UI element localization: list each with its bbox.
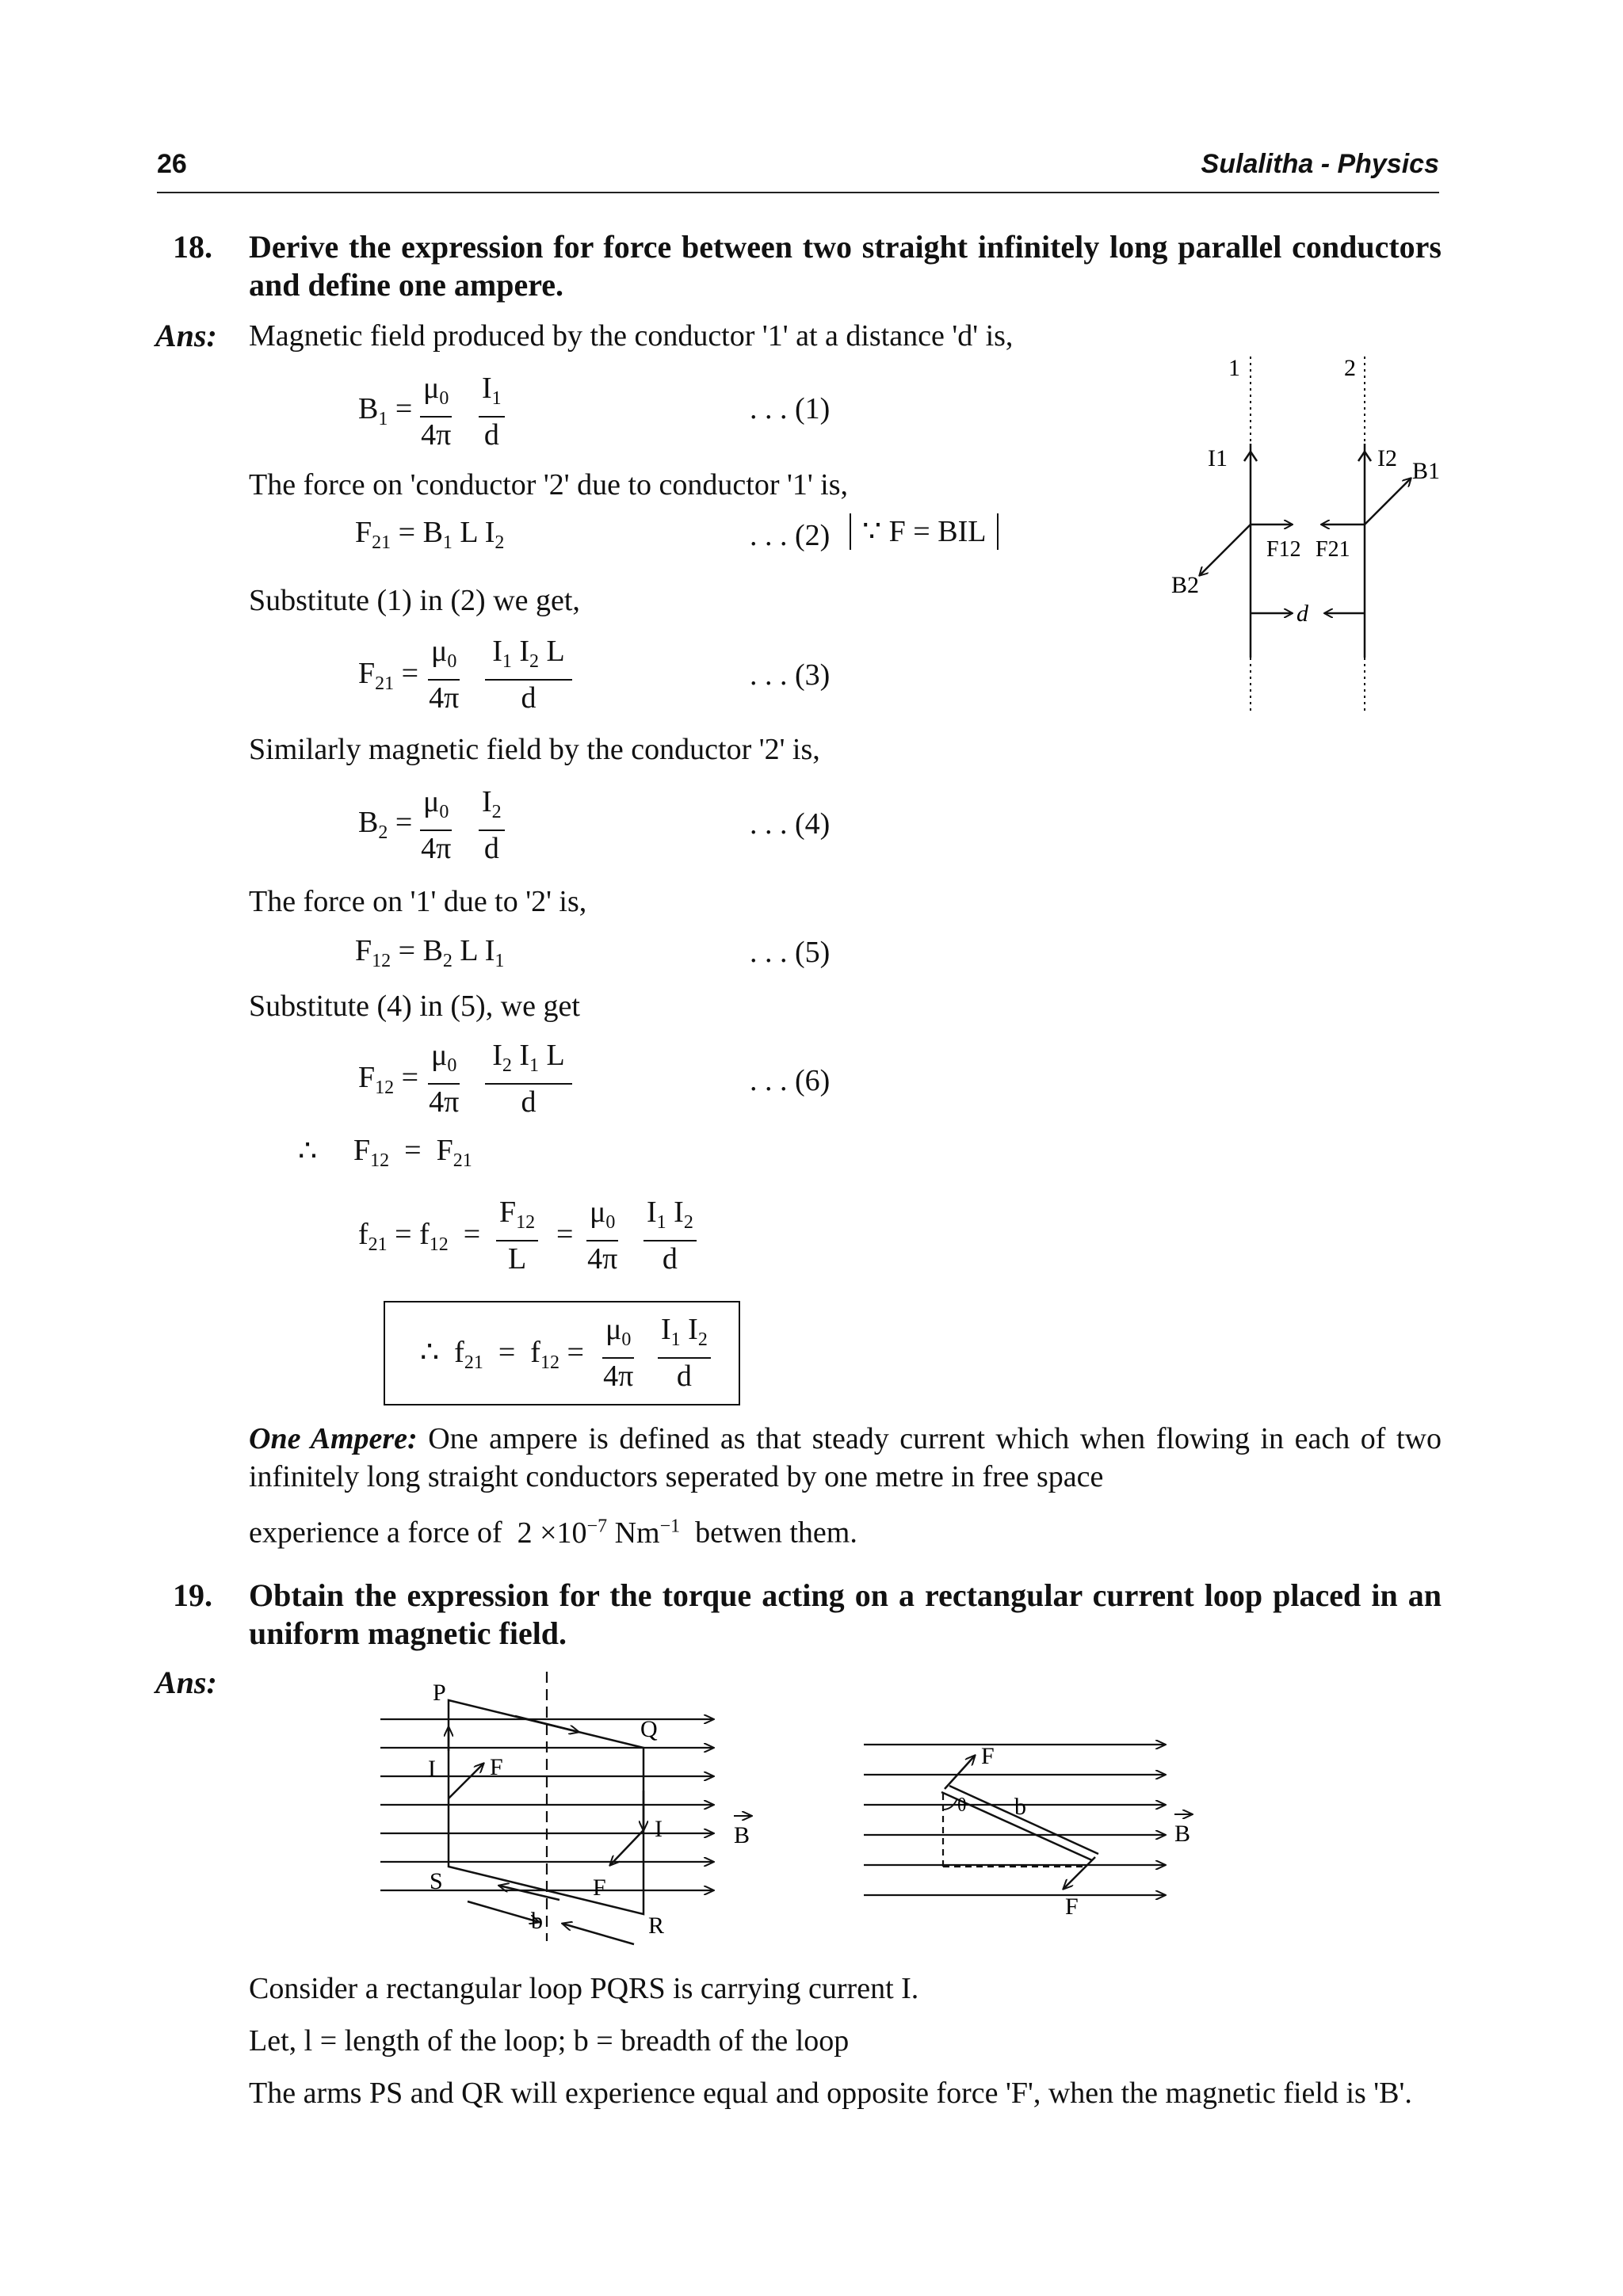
label-conductor-1: 1 — [1228, 355, 1240, 381]
one-ampere-text: One ampere is defined as that steady current which when flowing in each of two infinitely long straight conductors seperated by one metre in free space — [249, 1422, 1442, 1493]
q19-line-3: The arms PS and QR will experience equal and opposite force 'F', when the magnetic field is 'B'. — [249, 2077, 1412, 2110]
label-I1: I1 — [1208, 445, 1228, 471]
eq1-tag: . . . (1) — [750, 392, 831, 425]
q18-line-3: Substitute (1) in (2) we get, — [249, 584, 580, 617]
eq5: $F_{12} = B_2$ L $I_1$ — [355, 934, 505, 971]
side-view-figure — [864, 1727, 1228, 1933]
eq4-tag: . . . (4) — [750, 807, 831, 841]
eq6-frac-mu: $\frac{\mu_0}{4\pi}$ — [429, 1039, 460, 1119]
eq1-lhs: $B_1$ = — [358, 392, 413, 429]
eq3-frac-i: $\frac{I_1 I_2 L}{d}$ — [485, 634, 572, 715]
boxed-frac-mu: $\frac{\mu_0}{4\pi}$ — [603, 1313, 634, 1393]
answer-label-18: Ans: — [155, 318, 217, 353]
label-F-bottom: F — [1065, 1894, 1079, 1920]
label-B-vector: B — [734, 1822, 750, 1848]
label-F21: F21 — [1316, 537, 1350, 562]
eq3-frac-mu: $\frac{\mu_0}{4\pi}$ — [429, 635, 460, 715]
q18-line-5: The force on '1' due to '2' is, — [249, 885, 587, 918]
label-B2: B2 — [1171, 572, 1200, 598]
book-title: Sulalitha - Physics — [1201, 149, 1439, 179]
eq8-lhs: $f_{21} = f_{12}$ = — [358, 1218, 481, 1255]
eq3-lhs: $F_{21}$ = — [358, 657, 419, 694]
q18-line-6: Substitute (4) in (5), we get — [249, 990, 580, 1023]
eq6-frac-i: $\frac{I_2 I_1 L}{d}$ — [485, 1038, 572, 1119]
label-b: b — [531, 1908, 543, 1934]
eq8-eq: = — [556, 1218, 574, 1251]
one-ampere-label: One Ampere: — [249, 1422, 418, 1455]
label-B-vector: B — [1174, 1821, 1191, 1847]
eq8-frac-i: $\frac{I_1 I_2}{d}$ — [643, 1195, 697, 1276]
label-I2: I2 — [1377, 445, 1397, 471]
boxed-result-lhs: ∴ $f_{21} = f_{12}$ = — [420, 1336, 584, 1373]
label-d: d — [1296, 601, 1308, 627]
question-number-19: 19. — [173, 1577, 212, 1613]
eq7: $F_{12} = F_{21}$ — [353, 1134, 472, 1171]
eq1-frac-mu: $\frac{\mu_0}{4\pi}$ — [421, 372, 452, 452]
eq6-lhs: $F_{12}$ = — [358, 1061, 419, 1098]
label-Q: Q — [640, 1716, 658, 1742]
label-P: P — [433, 1680, 446, 1706]
eq8-frac-f: $\frac{F_{12}}{L}$ — [496, 1195, 538, 1276]
rectangular-loop-figure — [372, 1672, 785, 1949]
eq1-frac-i: $\frac{I_1}{d}$ — [479, 371, 505, 452]
label-conductor-2: 2 — [1344, 355, 1356, 381]
eq4-frac-i: $\frac{I_2}{d}$ — [479, 784, 505, 866]
label-F12: F12 — [1266, 537, 1301, 562]
q19-line-2: Let, l = length of the loop; b = breadth of the loop — [249, 2024, 850, 2058]
one-ampere-line-2: experience a force of $2 \times 10^{-7}$ $Nm^{-1}$ betwen them. — [249, 1516, 857, 1550]
therefore-symbol: ∴ — [298, 1135, 318, 1168]
q19-line-1: Consider a rectangular loop PQRS is carrying current I. — [249, 1972, 919, 2005]
answer-label-19: Ans: — [155, 1665, 217, 1700]
eq5-tag: . . . (5) — [750, 936, 831, 969]
eq4-frac-mu: $\frac{\mu_0}{4\pi}$ — [421, 785, 452, 865]
question-number-18: 18. — [173, 229, 212, 265]
one-ampere-definition — [249, 1420, 1442, 1496]
parallel-conductors-figure — [1165, 349, 1450, 721]
header-divider — [157, 192, 1439, 193]
eq2: $F_{21} = B_1$ L $I_2$ — [355, 516, 505, 553]
force-value: $2 \times 10^{-7}$ $Nm^{-1}$ — [517, 1516, 681, 1550]
eq6-tag: . . . (6) — [750, 1064, 831, 1097]
question-18-text: Derive the expression for force between two straight infinitely long parallel conductors and define one ampere. — [249, 229, 1442, 303]
eq4-lhs: $B_2$ = — [358, 806, 413, 843]
label-b: b — [1014, 1794, 1026, 1820]
page-number: 26 — [157, 149, 187, 179]
q18-line-2: The force on 'conductor '2' due to conductor '1' is, — [249, 468, 849, 502]
q18-line-4: Similarly magnetic field by the conductor '2' is, — [249, 733, 820, 766]
label-S: S — [430, 1868, 443, 1894]
label-F-top: F — [981, 1743, 995, 1769]
boxed-frac-i: $\frac{I_1 I_2}{d}$ — [658, 1312, 711, 1394]
eq8-frac-mu: $\frac{\mu_0}{4\pi}$ — [587, 1196, 618, 1276]
eq2-tag: . . . (2) — [750, 519, 831, 552]
label-F-top: F — [490, 1754, 503, 1780]
label-B1: B1 — [1412, 458, 1441, 484]
question-19-text: Obtain the expression for the torque acting on a rectangular current loop placed in an uniform magnetic field. — [249, 1577, 1442, 1651]
label-R: R — [648, 1913, 665, 1939]
label-F-bottom: F — [593, 1875, 606, 1901]
eq2-note: ∵ F = BIL — [850, 513, 999, 550]
q18-line-1: Magnetic field produced by the conductor '1' at a distance 'd' is, — [249, 319, 1014, 353]
label-theta: θ — [957, 1795, 967, 1816]
label-I-right: I — [655, 1816, 663, 1842]
label-I-left: I — [428, 1756, 436, 1782]
eq3-tag: . . . (3) — [750, 658, 831, 692]
